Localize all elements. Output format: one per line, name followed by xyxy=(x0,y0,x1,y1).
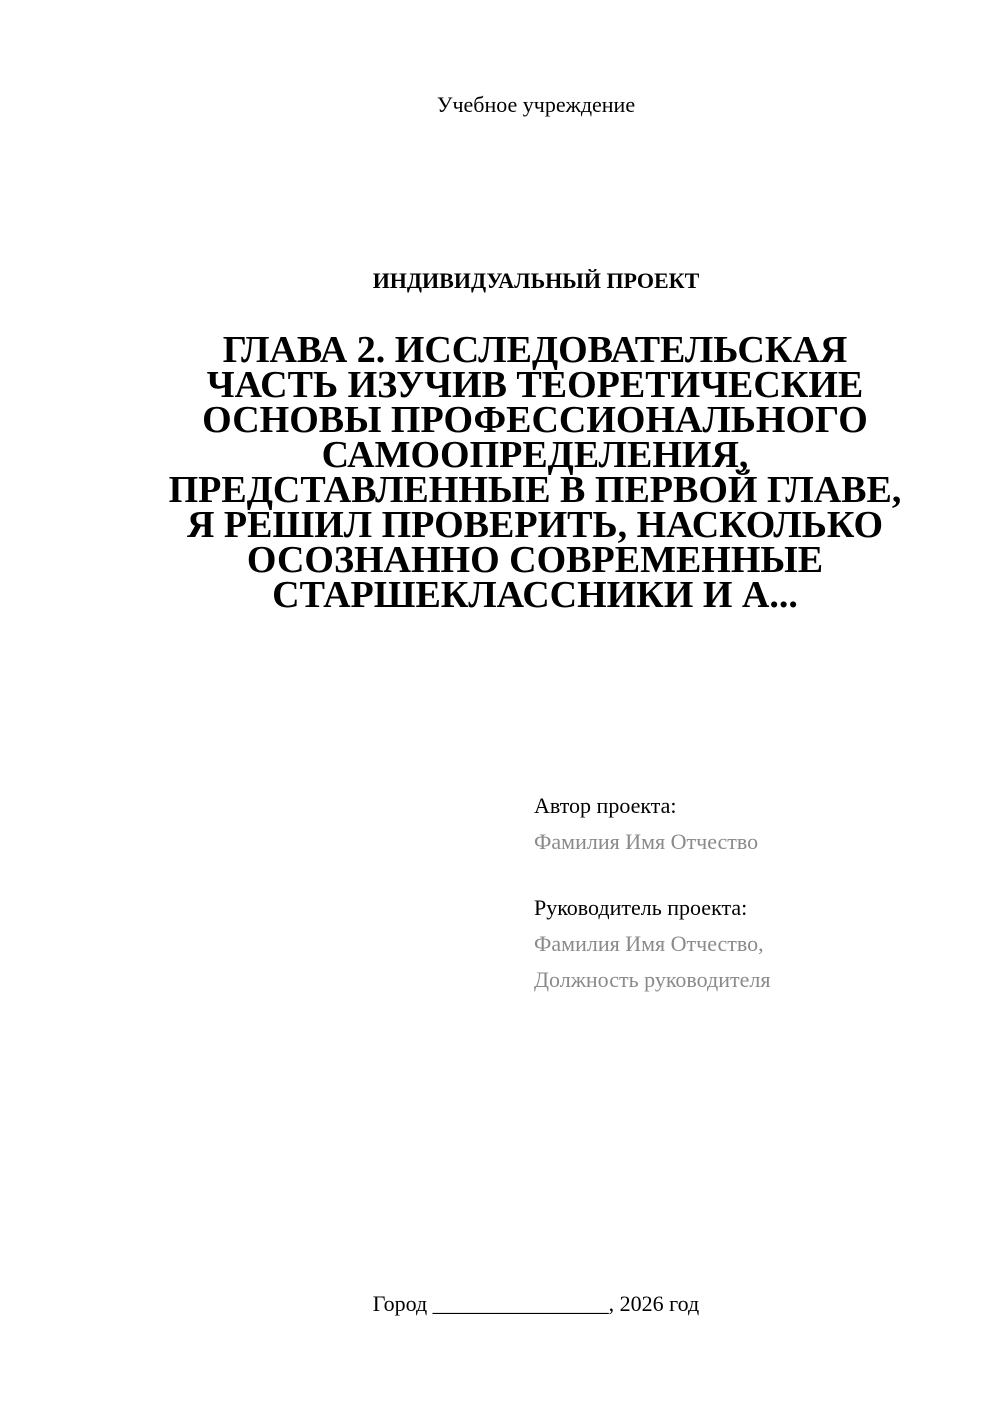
project-title-line: ОСНОВЫ ПРОФЕССИОНАЛЬНОГО xyxy=(202,399,868,441)
supervisor-position: Должность руководителя xyxy=(534,967,771,992)
project-title-line: Я РЕШИЛ ПРОВЕРИТЬ, НАСКОЛЬКО xyxy=(186,504,884,546)
authors-block xyxy=(534,788,974,998)
institution-name: Учебное учреждение xyxy=(436,92,636,117)
city-year-footer: Город ________________, 2026 год xyxy=(372,1291,700,1316)
project-title xyxy=(160,329,910,616)
author-label: Автор проекта: xyxy=(534,793,677,818)
project-title-line: ГЛАВА 2. ИССЛЕДОВАТЕЛЬСКАЯ xyxy=(222,329,848,371)
project-title-line: СТАРШЕКЛАССНИКИ И А... xyxy=(272,574,798,616)
author-name: Фамилия Имя Отчество xyxy=(534,829,759,854)
authors-spacer xyxy=(534,860,974,890)
supervisor-name: Фамилия Имя Отчество, xyxy=(534,931,764,956)
project-title-line: ОСОЗНАННО СОВРЕМЕННЫЕ xyxy=(246,539,824,581)
project-title-line: ПРЕДСТАВЛЕННЫЕ В ПЕРВОЙ ГЛАВЕ, xyxy=(168,469,902,511)
project-title-line: САМООПРЕДЕЛЕНИЯ, xyxy=(321,434,749,476)
project-title-line: ЧАСТЬ ИЗУЧИВ ТЕОРЕТИЧЕСКИЕ xyxy=(206,364,864,406)
supervisor-label: Руководитель проекта: xyxy=(534,895,748,920)
project-type: ИНДИВИДУАЛЬНЫЙ ПРОЕКТ xyxy=(372,268,700,293)
